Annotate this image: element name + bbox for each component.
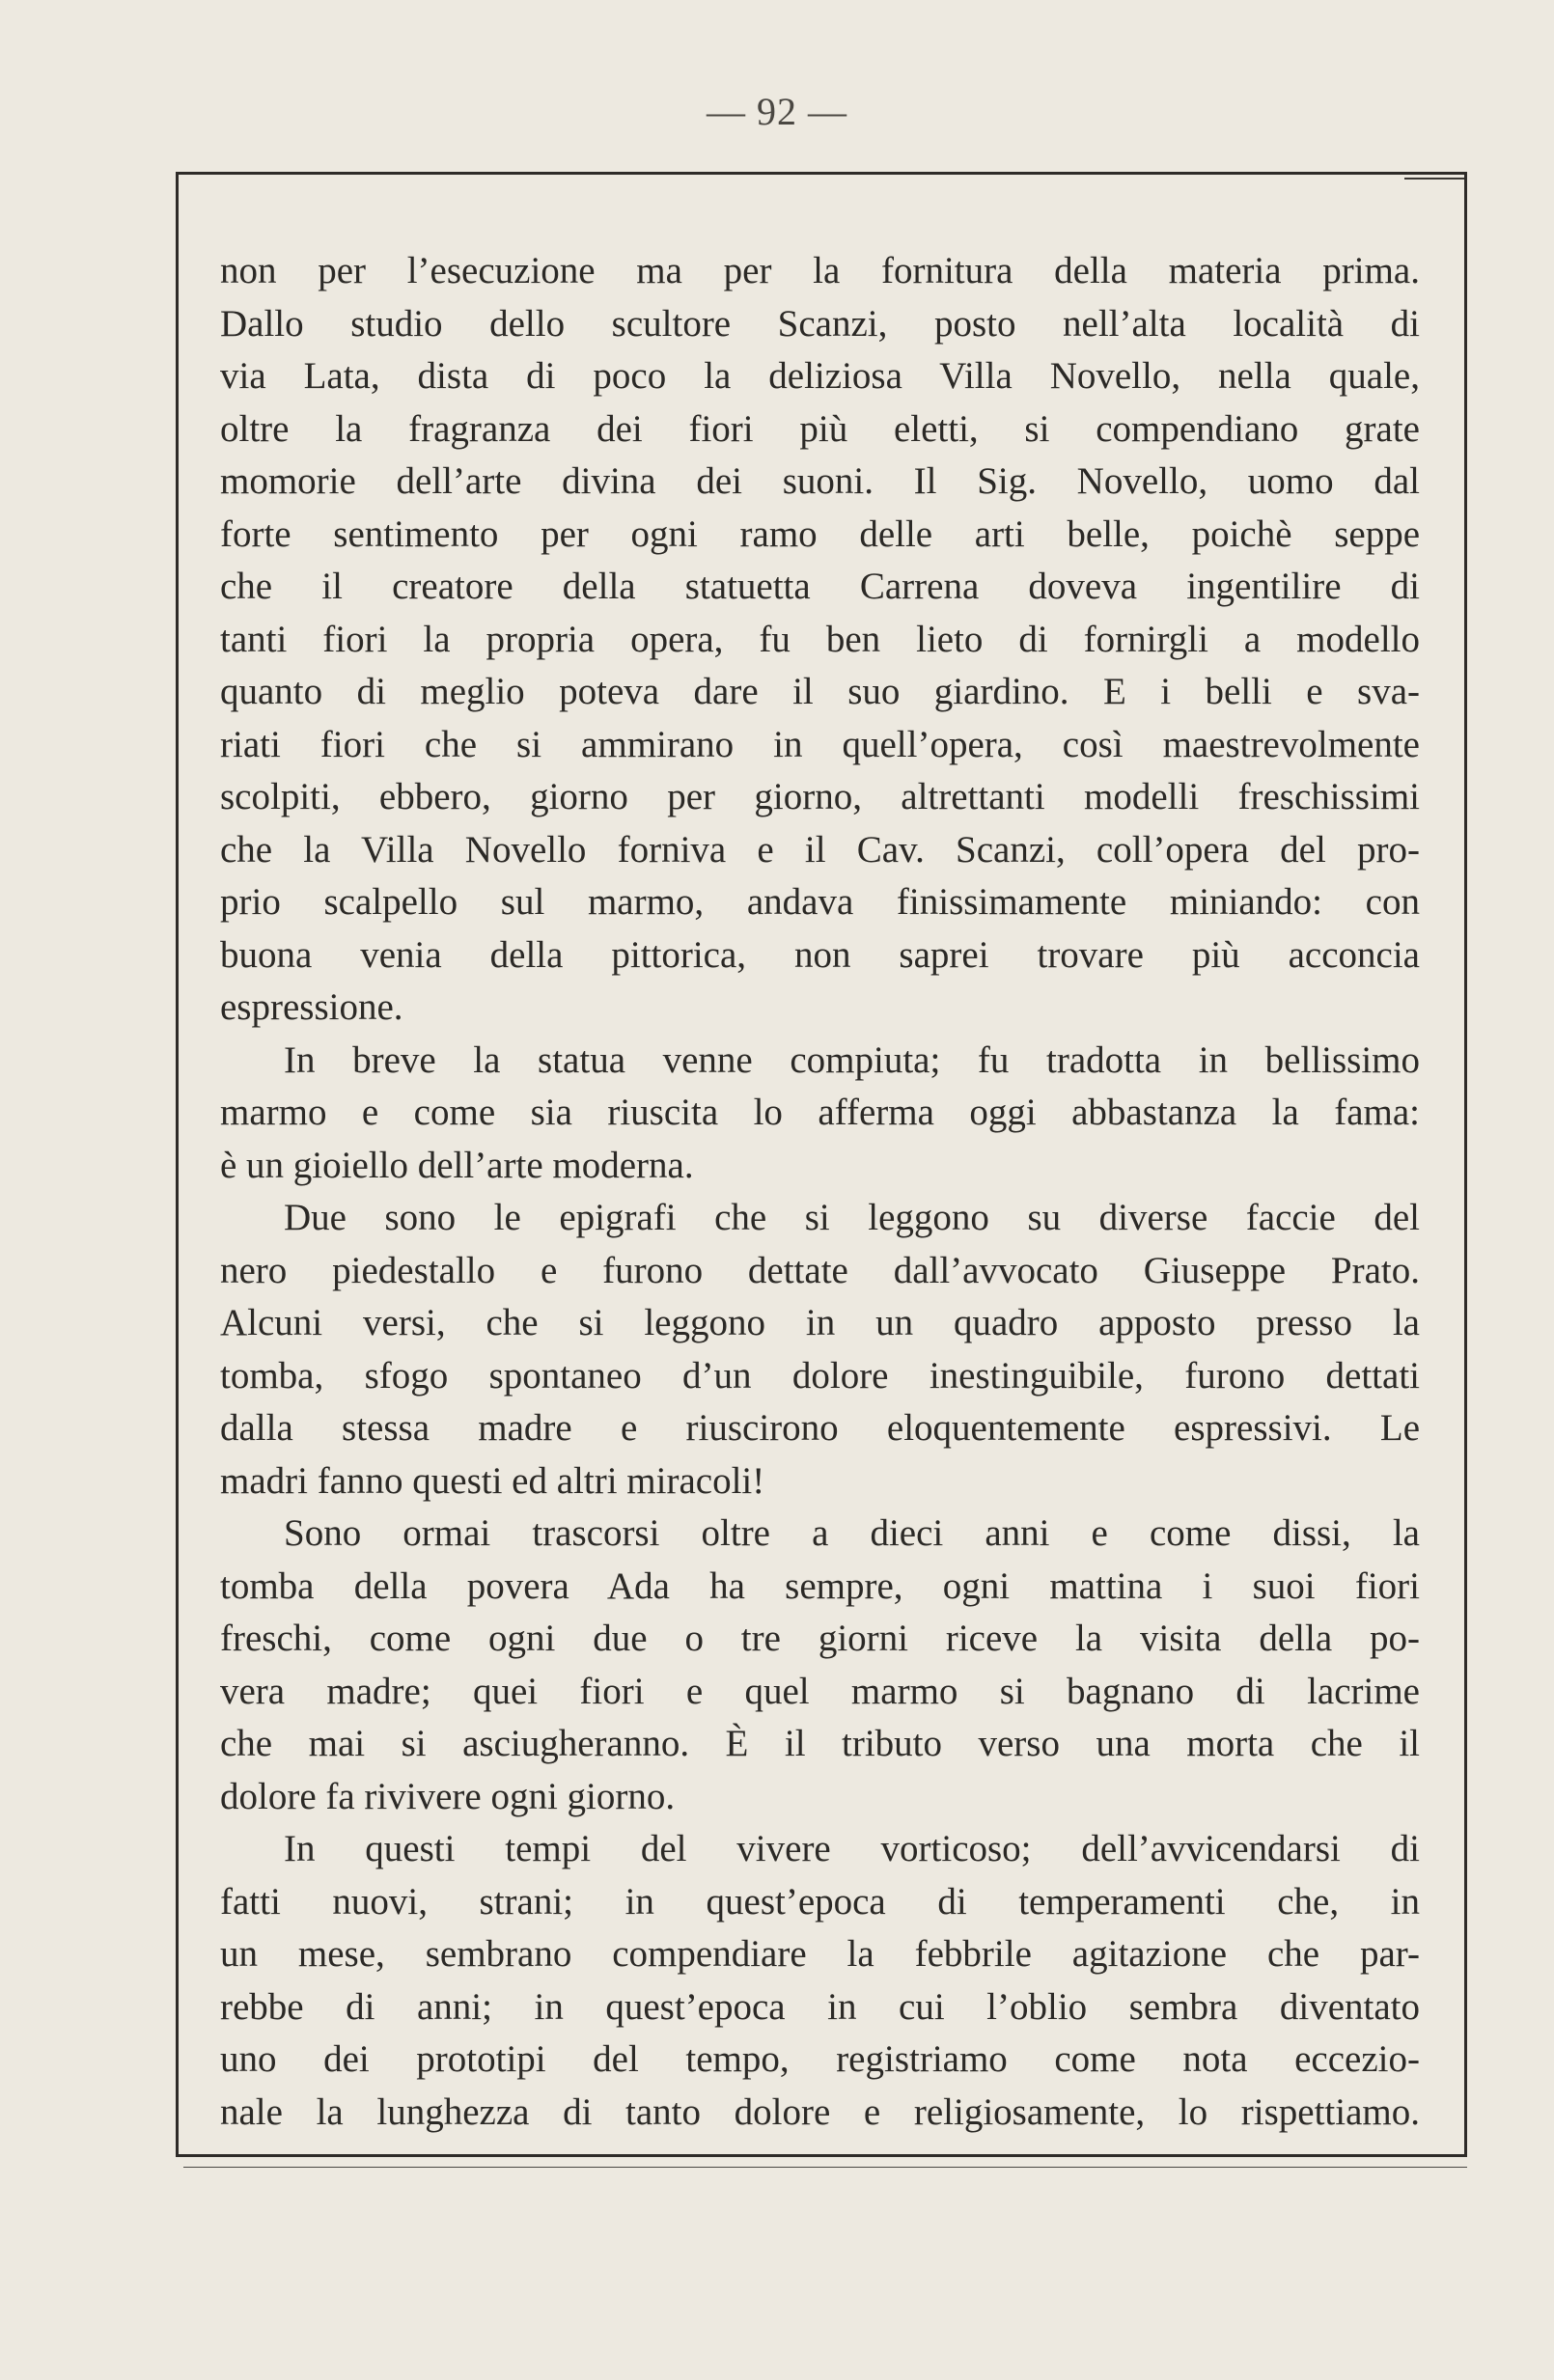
text-line: che mai si asciugheranno. È il tributo verso una morta che il — [220, 1723, 1420, 1764]
text-line: nero piedestallo e furono dettate dall’avvocato Giuseppe Prato. — [220, 1249, 1420, 1291]
text-line: dolore fa rivivere ogni giorno. — [220, 1775, 676, 1817]
text-line: marmo e come sia riuscita lo afferma oggi abbastanza la fama: — [220, 1092, 1420, 1133]
text-line: In breve la statua venne compiuta; fu tradotta in bellissimo — [284, 1038, 1420, 1081]
text-line: forte sentimento per ogni ramo delle arti belle, poichè seppe — [220, 512, 1420, 555]
text-line: vera madre; quei fiori e quel marmo si bagnano di lacrime — [220, 1670, 1420, 1712]
frame-bottom-rule — [176, 2154, 1467, 2157]
text-line: tomba, sfogo spontaneo d’un dolore inestinguibile, furono dettati — [220, 1354, 1420, 1397]
text-line: prio scalpello sul marmo, andava finissimamente miniando: con — [220, 881, 1420, 923]
text-line: In questi tempi del vivere vorticoso; dell’avvicendarsi di — [284, 1828, 1420, 1869]
text-line: dalla stessa madre e riuscirono eloquentemente espressivi. Le — [220, 1407, 1420, 1449]
frame-right-rule — [1464, 172, 1467, 2155]
text-line: madri fanno questi ed altri miracoli! — [220, 1459, 765, 1502]
text-line: quanto di meglio poteva dare il suo giardino. E i belli e sva- — [220, 671, 1420, 712]
text-line: è un gioiello dell’arte moderna. — [220, 1144, 694, 1186]
text-line: scolpiti, ebbero, giorno per giorno, altrettanti modelli freschissimi — [220, 776, 1420, 817]
text-line: che la Villa Novello forniva e il Cav. Scanzi, coll’opera del pro- — [220, 828, 1420, 871]
frame-top-rule — [176, 172, 1467, 175]
text-line: via Lata, dista di poco la deliziosa Villa Novello, nella quale, — [220, 355, 1420, 397]
text-line: Due sono le epigrafi che si leggono su diverse faccie del — [284, 1197, 1420, 1238]
text-line: non per l’esecuzione ma per la fornitura della materia prima. — [220, 250, 1420, 291]
frame-left-rule — [176, 172, 179, 2155]
text-line: Dallo studio dello scultore Scanzi, posto nell’alta località di — [220, 302, 1420, 345]
frame-top-inner-rule — [1404, 178, 1467, 180]
text-line: nale la lunghezza di tanto dolore e religiosamente, lo rispettiamo. — [220, 2090, 1420, 2133]
text-line: uno dei prototipi del tempo, registriamo come nota eccezio- — [220, 2038, 1420, 2080]
text-line: Alcuni versi, che si leggono in un quadro apposto presso la — [220, 1302, 1420, 1343]
text-line: tanti fiori la propria opera, fu ben lieto di fornirgli a modello — [220, 618, 1420, 660]
page-number: — 92 — — [707, 90, 847, 133]
text-line: freschi, come ogni due o tre giorni riceve la visita della po- — [220, 1618, 1420, 1659]
text-line: buona venia della pittorica, non saprei trovare più acconcia — [220, 933, 1420, 976]
text-line: che il creatore della statuetta Carrena doveva ingentilire di — [220, 566, 1420, 607]
text-line: fatti nuovi, strani; in quest’epoca di temperamenti che, in — [220, 1880, 1420, 1923]
text-line: Sono ormai trascorsi oltre a dieci anni e come dissi, la — [284, 1512, 1420, 1554]
text-line: un mese, sembrano compendiare la febbrile agitazione che par- — [220, 1933, 1420, 1975]
text-line: rebbe di anni; in quest’epoca in cui l’oblio sembra diventato — [220, 1985, 1420, 2028]
text-line: tomba della povera Ada ha sempre, ogni mattina i suoi fiori — [220, 1564, 1420, 1607]
text-line: oltre la fragranza dei fiori più eletti, si compendiano grate — [220, 407, 1420, 450]
frame-bottom-inner-rule — [183, 2167, 1467, 2168]
text-line: espressione. — [220, 986, 403, 1028]
text-line: momorie dell’arte divina dei suoni. Il Sig. Novello, uomo dal — [220, 460, 1420, 502]
body-text — [220, 245, 1420, 2139]
text-line: riati fiori che si ammirano in quell’opera, così maestrevolmente — [220, 723, 1420, 765]
